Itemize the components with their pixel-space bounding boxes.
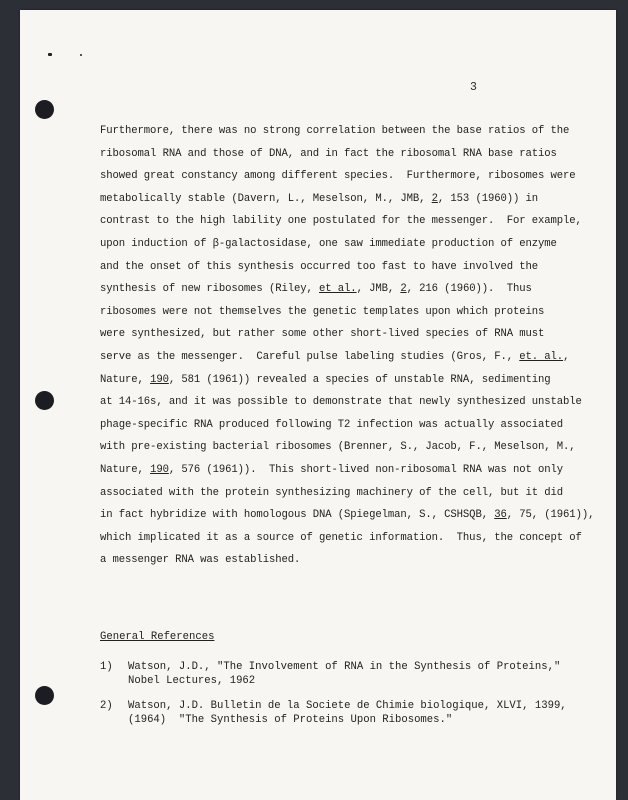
text-line [100, 188, 600, 211]
punch-hole [35, 100, 54, 119]
reference-list [100, 661, 600, 727]
underlined-text: 36 [494, 509, 507, 522]
text-line [100, 120, 600, 143]
ink-mark [80, 54, 82, 56]
body-paragraph [100, 120, 600, 572]
text-segment: , [563, 350, 570, 363]
text-segment: which implicated it as a source of genetic information. Thus, the concept of [100, 531, 582, 544]
text-segment: serve as the messenger. Careful pulse labeling studies (Gros, F., [100, 350, 520, 363]
references-heading: General References [100, 631, 215, 643]
text-line [100, 369, 600, 392]
text-line [100, 233, 600, 256]
underlined-text: et. al. [519, 350, 564, 363]
text-line [100, 482, 600, 505]
text-segment: synthesis of new ribosomes (Riley, [100, 283, 320, 296]
text-line [100, 278, 600, 301]
underlined-text: 2 [400, 283, 407, 296]
text-segment: and the onset of this synthesis occurred too fast to have involved the [100, 260, 539, 273]
underlined-text: 2 [431, 192, 438, 205]
text-segment: , 75, (1961)), [506, 509, 595, 522]
reference-number: 1) [100, 661, 113, 673]
text-segment: , 581 (1961)) revealed a species of unstable RNA, sedimenting [168, 373, 551, 386]
text-line [100, 143, 600, 166]
text-line [100, 527, 600, 550]
text-segment: in fact hybridize with homologous DNA (Spiegelman, S., CSHSQB, [100, 509, 495, 522]
text-line [100, 391, 600, 414]
text-line [100, 414, 600, 437]
text-segment: Nature, [100, 373, 151, 386]
text-line [100, 346, 600, 369]
text-segment: , 216 (1960)). Thus [406, 283, 532, 296]
text-segment: , 153 (1960)) in [437, 192, 539, 205]
text-segment: , JMB, [356, 283, 401, 296]
text-segment: metabolically stable (Davern, L., Meselson, M., JMB, [100, 192, 432, 205]
document-page [20, 10, 616, 800]
page-number: 3 [470, 81, 477, 94]
text-line [100, 504, 600, 527]
text-segment: Nature, [100, 463, 151, 476]
reference-item [100, 661, 600, 688]
underlined-text: et al. [319, 283, 357, 296]
text-segment: , 576 (1961)). This short-lived non-ribosomal RNA was not only [168, 463, 564, 476]
text-segment: contrast to the high lability one postulated for the messenger. For example, [100, 215, 582, 228]
text-line [100, 256, 600, 279]
text-segment: ribosomal RNA and those of DNA, and in fact the ribosomal RNA base ratios [100, 147, 557, 160]
text-segment: a messenger RNA was established. [100, 554, 301, 567]
reference-item [100, 700, 600, 727]
reference-line: Watson, J.D., "The Involvement of RNA in the Synthesis of Proteins," [128, 661, 561, 673]
text-line [100, 436, 600, 459]
text-segment: associated with the protein synthesizing machinery of the cell, but it did [100, 486, 564, 499]
punch-hole [35, 686, 54, 705]
text-segment: were synthesized, but rather some other short-lived species of RNA must [100, 328, 545, 341]
reference-line: (1964) "The Synthesis of Proteins Upon Ribosomes." [128, 713, 453, 726]
reference-line: Nobel Lectures, 1962 [128, 674, 256, 687]
text-segment: at 14-16s, and it was possible to demonstrate that newly synthesized unstable [100, 396, 582, 409]
text-segment: Furthermore, there was no strong correlation between the base ratios of the [100, 125, 570, 137]
text-segment: showed great constancy among different species. Furthermore, ribosomes were [100, 170, 576, 183]
punch-hole [35, 391, 54, 410]
text-line [100, 459, 600, 482]
text-line [100, 301, 600, 324]
reference-number: 2) [100, 700, 113, 712]
general-references [100, 627, 600, 727]
text-segment: with pre-existing bacterial ribosomes (Brenner, S., Jacob, F., Meselson, M., [100, 441, 576, 454]
underlined-text: 190 [150, 463, 169, 476]
reference-line: Watson, J.D. Bulletin de la Societe de Chimie biologique, XLVI, 1399, [128, 700, 567, 712]
text-line [100, 210, 600, 233]
text-line [100, 549, 600, 572]
underlined-text: 190 [150, 373, 169, 386]
text-line [100, 165, 600, 188]
text-segment: upon induction of β-galactosidase, one saw immediate production of enzyme [100, 237, 557, 250]
reference-text [128, 661, 600, 688]
text-segment: ribosomes were not themselves the genetic templates upon which proteins [100, 305, 545, 318]
ink-mark [48, 53, 52, 56]
reference-text [128, 700, 600, 727]
text-line [100, 323, 600, 346]
text-segment: phage-specific RNA produced following T2 infection was actually associated [100, 418, 564, 431]
